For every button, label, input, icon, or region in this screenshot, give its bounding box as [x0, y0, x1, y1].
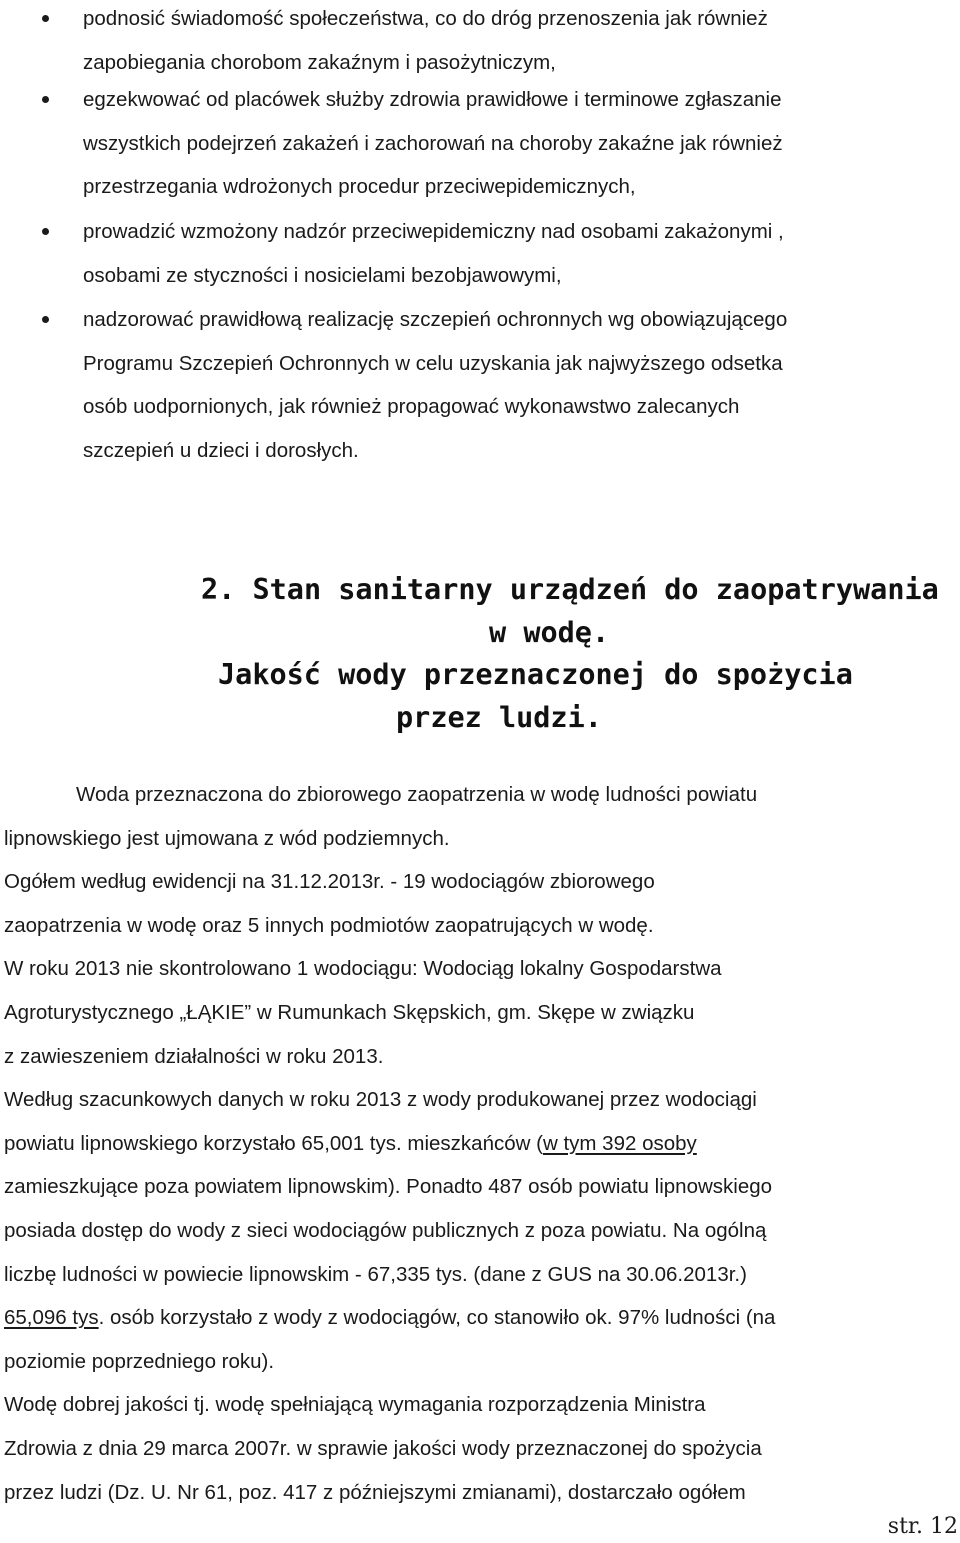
list-item-line: zapobiegania chorobom zakaźnym i pasożytniczym, — [83, 50, 556, 74]
body-text — [4, 773, 957, 1514]
paragraph-line: 65,096 tys. osób korzystało z wody z wodociągów, co stanowiło ok. 97% ludności (na — [4, 1296, 957, 1340]
list-item-line: Programu Szczepień Ochronnych w celu uzyskania jak najwyższego odsetka — [83, 351, 783, 375]
list-item — [0, 0, 960, 84]
heading-line: Jakość wody przeznaczonej do spożycia — [218, 658, 853, 691]
list-item — [0, 78, 960, 209]
heading-line: przez ludzi. — [396, 701, 602, 734]
paragraph-line: Agroturystycznego „ŁĄKIE” w Rumunkach Skępskich, gm. Skępe w związku — [4, 1000, 695, 1024]
list-item-line: osób uodpornionych, jak również propagować wykonawstwo zalecanych — [83, 395, 740, 419]
bullet-icon — [42, 96, 49, 103]
heading-line: 2. Stan sanitarny urządzeń do zaopatrywania — [201, 573, 939, 606]
list-item — [0, 298, 960, 472]
list-item-line: egzekwować od placówek służby zdrowia prawidłowe i terminowe zgłaszanie — [83, 88, 782, 111]
bullet-icon — [42, 15, 49, 22]
underlined-text: 65,096 tys — [4, 1306, 99, 1330]
paragraph-line: Wodę dobrej jakości tj. wodę spełniającą wymagania rozporządzenia Ministra — [4, 1393, 706, 1417]
paragraph-line: liczbę ludności w powiecie lipnowskim - 67,335 tys. (dane z GUS na 30.06.2013r.) — [4, 1262, 747, 1286]
list-item-line: osobami ze styczności i nosicielami bezobjawowymi, — [83, 263, 562, 287]
list-item-line: podnosić świadomość społeczeństwa, co do dróg przenoszenia jak również — [83, 7, 768, 30]
underlined-text: w tym 392 osoby — [542, 1131, 697, 1155]
paragraph-line: zaopatrzenia w wodę oraz 5 innych podmiotów zaopatrujących w wodę. — [4, 913, 654, 937]
paragraph-line: powiatu lipnowskiego korzystało 65,001 tys. mieszkańców (w tym 392 osoby — [4, 1122, 957, 1166]
list-item-line: wszystkich podejrzeń zakażeń i zachorowań na choroby zakaźne jak również — [83, 131, 783, 155]
bullet-icon — [42, 228, 49, 235]
paragraph-line: posiada dostęp do wody z sieci wodociągów publicznych z poza powiatu. Na ogólną — [4, 1218, 767, 1242]
paragraph-line: z zawieszeniem działalności w roku 2013. — [4, 1044, 384, 1068]
paragraph-line: Zdrowia z dnia 29 marca 2007r. w sprawie jakości wody przeznaczonej do spożycia — [4, 1436, 762, 1460]
paragraph-line: lipnowskiego jest ujmowana z wód podziemnych. — [4, 826, 450, 850]
list-item-line: szczepień u dzieci i dorosłych. — [83, 438, 359, 462]
heading-line: w wodę. — [489, 616, 610, 649]
paragraph-line: Według szacunkowych danych w roku 2013 z wody produkowanej przez wodociągi — [4, 1088, 757, 1112]
list-item — [0, 210, 960, 297]
list-item-line: prowadzić wzmożony nadzór przeciwepidemiczny nad osobami zakażonymi , — [83, 220, 784, 243]
list-item-line: nadzorować prawidłową realizację szczepień ochronnych wg obowiązującego — [83, 308, 788, 331]
paragraph-line: Woda przeznaczona do zbiorowego zaopatrzenia w wodę ludności powiatu — [76, 783, 758, 806]
paragraph-line: przez ludzi (Dz. U. Nr 61, poz. 417 z późniejszymi zmianami), dostarczało ogółem — [4, 1480, 746, 1504]
paragraph-line: poziomie poprzedniego roku). — [4, 1349, 275, 1373]
page-number: str. 12 — [887, 1514, 958, 1539]
paragraph-line: zamieszkujące poza powiatem lipnowskim). Ponadto 487 osób powiatu lipnowskiego — [4, 1175, 773, 1199]
paragraph-line: W roku 2013 nie skontrolowano 1 wodociągu: Wodociąg lokalny Gospodarstwa — [4, 957, 722, 981]
paragraph-line: Ogółem według ewidencji na 31.12.2013r. - 19 wodociągów zbiorowego — [4, 870, 655, 894]
bullet-icon — [42, 316, 49, 323]
list-item-line: przestrzegania wdrożonych procedur przeciwepidemicznych, — [83, 175, 636, 199]
